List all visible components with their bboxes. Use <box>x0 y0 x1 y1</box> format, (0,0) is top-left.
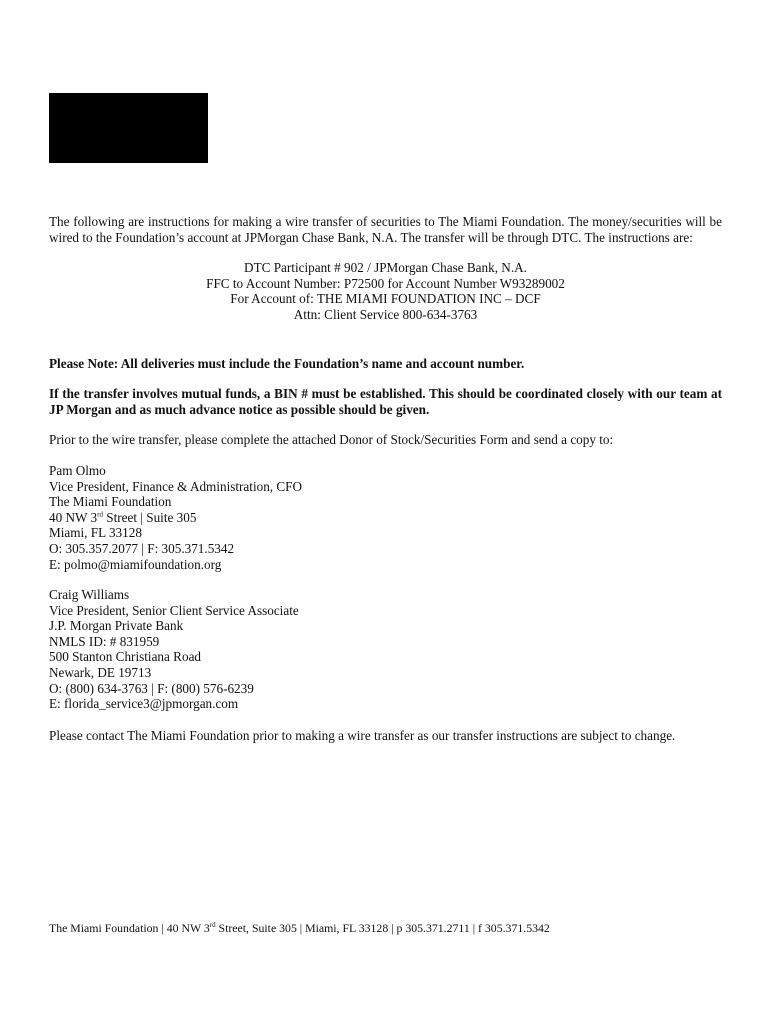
instruction-line: DTC Participant # 902 / JPMorgan Chase Bank, N.A. <box>244 260 527 276</box>
contact-org: The Miami Foundation <box>49 494 172 510</box>
contact-email: E: polmo@miamifoundation.org <box>49 556 222 572</box>
contact-name: Pam Olmo <box>49 462 106 478</box>
contact-email: E: florida_service3@jpmorgan.com <box>49 696 239 712</box>
street-number: 40 NW 3 <box>49 509 98 525</box>
prior-instruction: Prior to the wire transfer, please complete the attached Donor of Stock/Securities Form and send a copy to: <box>49 432 614 448</box>
street-rest: Street | Suite 305 <box>102 509 197 525</box>
note-mutual-funds: If the transfer involves mutual funds, a BIN # must be established. This should be coordinated closely with our team at JP Morgan and as much advance notice as possible should be given. <box>49 386 722 417</box>
intro-paragraph: The following are instructions for making a wire transfer of securities to The Miami Foundation. The money/securities will be wired to the Foundation’s account at JPMorgan Chase Bank, N.A. The transfer will be through DTC. The instructions are: <box>49 214 722 245</box>
letter-body <box>49 214 722 743</box>
instruction-line: FFC to Account Number: P72500 for Account Number W93289002 <box>206 275 565 291</box>
contact-city: Newark, DE 19713 <box>49 665 152 681</box>
contact-org: J.P. Morgan Private Bank <box>49 618 184 634</box>
contact-name: Craig Williams <box>49 587 130 603</box>
contact-title: Vice President, Finance & Administration, CFO <box>49 478 303 494</box>
instruction-line: For Account of: THE MIAMI FOUNDATION INC – DCF <box>230 291 541 307</box>
contact-street <box>49 510 722 526</box>
foundation-logo <box>49 93 208 163</box>
contact-city: Miami, FL 33128 <box>49 525 142 541</box>
contact-foundation <box>49 463 722 572</box>
street-ordinal: rd <box>97 510 103 519</box>
contact-phone: O: (800) 634-3763 | F: (800) 576-6239 <box>49 680 254 696</box>
footer-ordinal: rd <box>209 921 216 930</box>
contact-bank <box>49 587 722 712</box>
footer-part2: Street, Suite 305 | Miami, FL 33128 | p 305.371.2711 | f 305.371.5342 <box>215 921 550 935</box>
contact-street: 500 Stanton Christiana Road <box>49 649 202 665</box>
contact-title: Vice President, Senior Client Service Associate <box>49 602 299 618</box>
footer-part1: The Miami Foundation | 40 NW 3 <box>49 921 210 935</box>
page-footer <box>49 921 550 937</box>
closing-paragraph: Please contact The Miami Foundation prior to making a wire transfer as our transfer instructions are subject to change. <box>49 727 676 743</box>
note-deliveries: Please Note: All deliveries must include the Foundation’s name and account number. <box>49 355 525 371</box>
instruction-line: Attn: Client Service 800-634-3763 <box>293 306 478 322</box>
contact-nmls: NMLS ID: # 831959 <box>49 633 160 649</box>
instructions-block <box>49 260 722 322</box>
contact-phone: O: 305.357.2077 | F: 305.371.5342 <box>49 540 235 556</box>
